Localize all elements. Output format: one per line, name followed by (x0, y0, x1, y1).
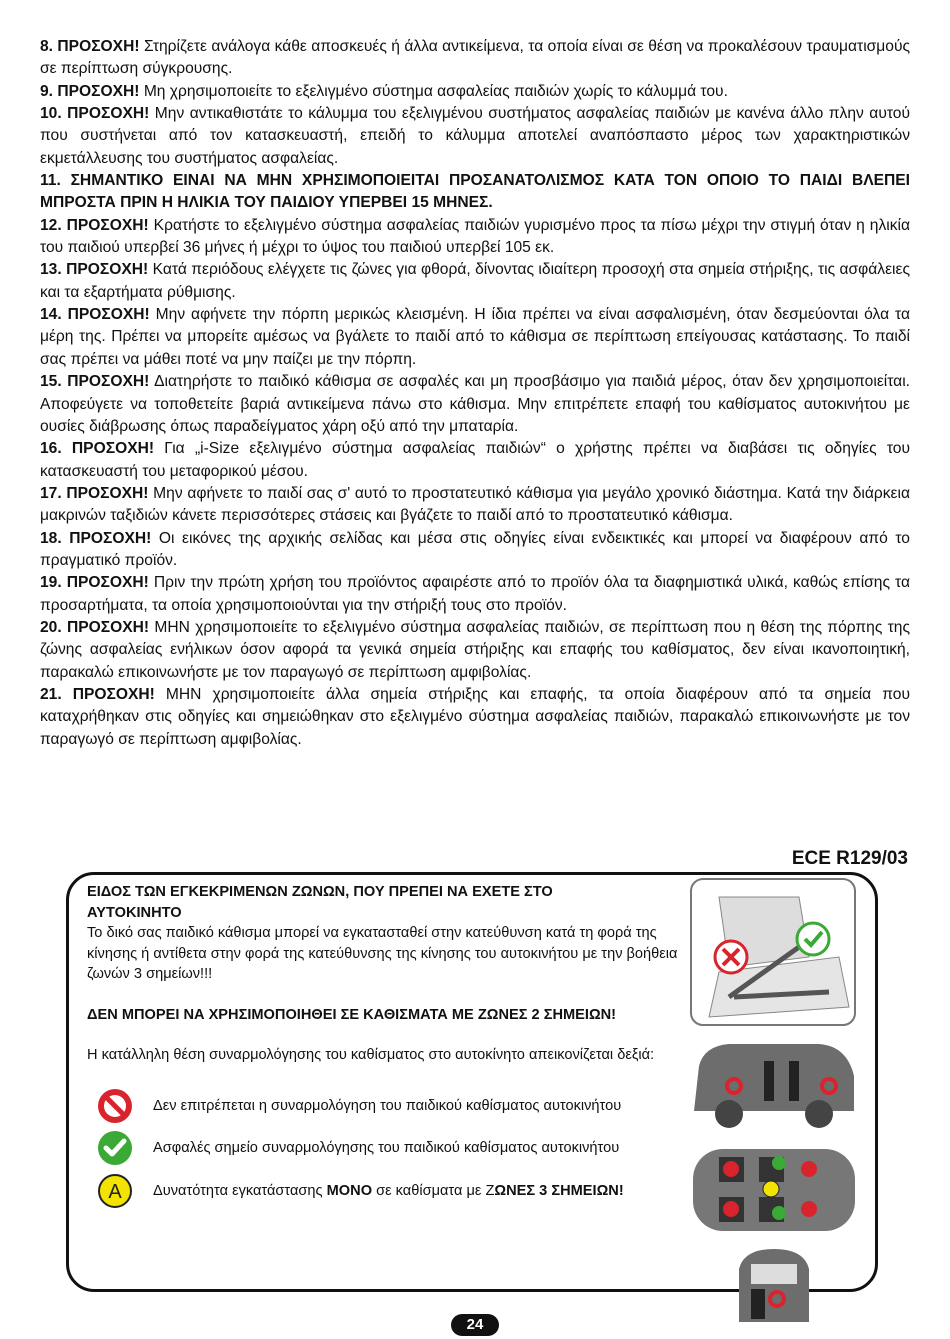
warning-item (40, 572, 910, 617)
warning-number: 15. ΠΡΟΣΟΧΗ! (40, 373, 150, 391)
warning-number: 20. ΠΡΟΣΟΧΗ! (40, 618, 150, 636)
warning-item (40, 528, 910, 573)
car-rear-illustration (689, 1244, 859, 1324)
warning-item (40, 215, 910, 260)
warning-item (40, 81, 910, 103)
warning-number: 18. ΠΡΟΣΟΧΗ! (40, 529, 152, 547)
checkmark-icon (97, 1130, 133, 1173)
allowed-check-icon (797, 923, 829, 955)
warning-item (40, 103, 910, 170)
warning-text: Κατά περιόδους ελέγχετε τις ζώνες για φθορά, δίνοντας ιδιαίτερη προσοχή στα σημεία στήριξης, τις ασφάλειες και τα εξαρτήματα ρύθμισης. (40, 261, 910, 301)
warning-text: Μην αφήνετε την πόρπη μερικώς κλεισμένη. Η ίδια πρέπει να είναι ασφαλισμένη, όταν δεσμεύονται όλα τα μέρη της. Πρέπει να μπορείτε αμέσως να βγάλετε το παιδί από το κάθισμα σε περίπτωση επείγουσας κατάστασης. Το παιδί σας πρέπει να μάθει ποτέ να μην παίζει με την πόρπη. (40, 306, 910, 368)
warning-text: Οι εικόνες της αρχικής σελίδας και μέσα στις οδηγίες είναι ενδεικτικές και μπορεί να διαφέρουν από το πραγματικό προϊόν. (40, 529, 910, 569)
prohibited-x-icon (715, 941, 747, 973)
warning-item (40, 36, 910, 81)
page-number: 24 (451, 1314, 499, 1336)
warning-item (40, 259, 910, 304)
warning-number: 10. ΠΡΟΣΟΧΗ! (40, 105, 150, 123)
warning-number: 9. ΠΡΟΣΟΧΗ! (40, 82, 140, 100)
warning-item (40, 438, 910, 483)
warning-item (40, 617, 910, 684)
box-heading-2: ΑΥΤΟΚΙΝΗΤΟ (87, 904, 182, 921)
car-side-illustration (689, 1036, 859, 1136)
car-seat-illustration (689, 877, 859, 1027)
warning-item (40, 170, 910, 215)
standard-label: ECE R129/03 (791, 848, 908, 869)
a-badge-letter: A (108, 1180, 122, 1203)
box-heading-1: ΕΙΔΟΣ ΤΩΝ ΕΓΚΕΚΡΙΜΕΝΩΝ ΖΩΝΩΝ, ΠΟΥ ΠΡΕΠΕΙ ΝΑ ΕΧΕΤΕ ΣΤΟ (87, 884, 553, 900)
warning-text: Για „i-Size εξελιγμένο σύστημα ασφαλείας παιδιών“ ο χρήστης πρέπει να διαβάσει τις οδηγίες του κατασκευαστή του μεταφορικού μέσου. (40, 440, 910, 480)
a-badge-icon (97, 1173, 133, 1216)
warning-text: Διατηρήστε το παιδικό κάθισμα σε ασφαλές και μη προσβάσιμο για παιδιά μέρος, όταν δεν χρησιμοποιείται. Αποφεύγετε να τοποθετείτε βαριά αντικείμενα πάνω στο κάθισμα. Μην επιτρέπετε επαφή του καθίσματος αυτοκινήτου με ουσίες διάβρωσης όπως παραδείγματος χάρη οξύ από την μπαταρία. (40, 373, 910, 435)
warning-number: 21. ΠΡΟΣΟΧΗ! (40, 685, 155, 703)
belt-info-text (87, 882, 697, 1201)
warning-number: 17. ΠΡΟΣΟΧΗ! (40, 484, 149, 502)
warning-text: ΜΗΝ χρησιμοποιείτε άλλα σημεία στήριξης και επαφής, τα οποία διαφέρουν από τα σημεία που καταχρήθηκαν στις οδηγίες και σημειώθηκαν στο εξελιγμένο σύστημα ασφαλείας παιδιών, παρακαλώ επικοινωνήστε με τον παραγωγό σε περίπτωση αμφιβολίας. (40, 685, 910, 748)
warning-item (40, 304, 910, 371)
warning-number: 16. ΠΡΟΣΟΧΗ! (40, 440, 155, 458)
legend-ok (87, 1138, 697, 1159)
warning-number: 12. ΠΡΟΣΟΧΗ! (40, 216, 149, 234)
legend-a-text (87, 1181, 697, 1202)
prohibited-icon (97, 1088, 133, 1131)
box-warning: ΔΕΝ ΜΠΟΡΕΙ ΝΑ ΧΡΗΣΙΜΟΠΟΙΗΘΕΙ ΣΕ ΚΑΘΙΣΜΑΤΑ ΜΕ ΖΩΝΕΣ 2 ΣΗΜΕΙΩΝ! (87, 1006, 617, 1023)
warning-text: Κρατήστε το εξελιγμένο σύστημα ασφαλείας παιδιών γυρισμένο προς τα πίσω μέχρι την στιγμή όταν η ηλικία του παιδιού υπερβεί 36 μήνες ή μέχρι το ύψος του παιδιού υπερβεί 105 εκ. (40, 216, 910, 257)
belt-info-box (66, 872, 878, 1292)
warning-text: ΜΗΝ χρησιμοποιείτε το εξελιγμένο σύστημα ασφαλείας παιδιών, σε περίπτωση που η θέση της πόρπης της ζώνης ασφαλείας ενήλικων όσον αφορά τα γενικά σημεία στήριξης και επαφής του καθίσματος, δεν είναι ικανοποιητική, παρακαλώ επικοινωνήστε με τον παραγωγό σε περίπτωση αμφιβολίας. (40, 618, 910, 681)
legend-no (87, 1096, 697, 1117)
warning-number: 19. ΠΡΟΣΟΧΗ! (40, 574, 149, 592)
car-top-illustration (689, 1145, 859, 1235)
warning-number: 11. ΣΗΜΑΝΤΙΚΟ ΕΙΝΑΙ ΝΑ ΜΗΝ ΧΡΗΣΙΜΟΠΟΙΕΙΤΑΙ ΠΡΟΣΑΝΑΤΟΛΙΣΜΟΣ ΚΑΤΑ ΤΟΝ ΟΠΟΙΟ ΤΟ ΠΑΙΔΙ ΒΛΕΠΕΙ ΜΠΡΟΣΤΑ ΠΡΙΝ Η ΗΛΙΚΙΑ ΤΟΥ ΠΑΙΔΙΟΥ ΥΠΕΡΒΕΙ 15 ΜΗΝΕΣ. (40, 172, 910, 212)
legend-a-mid: σε καθίσματα με Ζ (372, 1182, 495, 1199)
warning-number: 13. ΠΡΟΣΟΧΗ! (40, 261, 149, 279)
legend-a-only: ΜΟΝΟ (326, 1182, 373, 1199)
warning-item (40, 684, 910, 751)
legend-a (87, 1181, 697, 1202)
warning-text: Μην αντικαθιστάτε το κάλυμμα του εξελιγμένου συστήματος ασφαλείας παιδιών με κανένα άλλο πλην αυτού που συστήνεται από τον κατασκευαστή, επειδή το κάλυμμα αποτελεί αναπόσπαστο μέρος των χαρακτηριστικών εκμετάλλευσης του συστήματος ασφαλείας. (40, 105, 910, 167)
warning-item (40, 483, 910, 528)
warning-text: Μη χρησιμοποιείτε το εξελιγμένο σύστημα ασφαλείας παιδιών χωρίς το κάλυμμά του. (139, 82, 728, 100)
warnings-list (40, 36, 910, 751)
warning-number: 14. ΠΡΟΣΟΧΗ! (40, 306, 150, 324)
legend-a-belts: ΩΝΕΣ 3 ΣΗΜΕΙΩΝ! (494, 1182, 624, 1199)
legend-ok-text: Ασφαλές σημείο συναρμολόγησης του παιδικού καθίσματος αυτοκινήτου (153, 1140, 620, 1156)
warning-number: 8. ΠΡΟΣΟΧΗ! (40, 38, 140, 55)
illustrations (689, 877, 859, 1329)
box-position-text: Η κατάλληλη θέση συναρμολόγησης του καθίσματος στο αυτοκίνητο απεικονίζεται δεξιά: (87, 1047, 655, 1063)
warning-text: Στηρίζετε ανάλογα κάθε αποσκευές ή άλλα αντικείμενα, τα οποία είναι σε θέση να προκαλέσουν τραυματισμούς σε περίπτωση σύγκρουσης. (40, 38, 910, 78)
box-intro: Το δικό σας παιδικό κάθισμα μπορεί να εγκατασταθεί στην κατεύθυνση κατά τη φορά της κίνησης ή αντίθετα στην φορά της κατεύθυνσης της κίνησης του αυτοκινήτου με την βοήθεια ζωνών 3 σημείων!!! (87, 925, 678, 982)
warning-item (40, 371, 910, 438)
warning-text: Πριν την πρώτη χρήση του προϊόντος αφαιρέστε από το προϊόν όλα τα διαφημιστικά υλικά, καθώς επίσης τα προσαρτήματα, τα οποία χρησιμοποιούνται για την στήριξή τους στο προϊόν. (40, 574, 910, 614)
warning-text: Μην αφήνετε το παιδί σας σ' αυτό το προστατευτικό κάθισμα για μεγάλο χρονικό διάστημα. Κατά την διάρκεια μακρινών ταξιδιών κάνετε περισσότερες στάσεις και βγάζετε το παιδί από το προστατευτικό κάθισμα. (40, 484, 910, 525)
legend-no-text: Δεν επιτρέπεται η συναρμολόγηση του παιδικού καθίσματος αυτοκινήτου (153, 1097, 622, 1114)
legend-a-pre: Δυνατότητα εγκατάστασης (153, 1182, 327, 1199)
